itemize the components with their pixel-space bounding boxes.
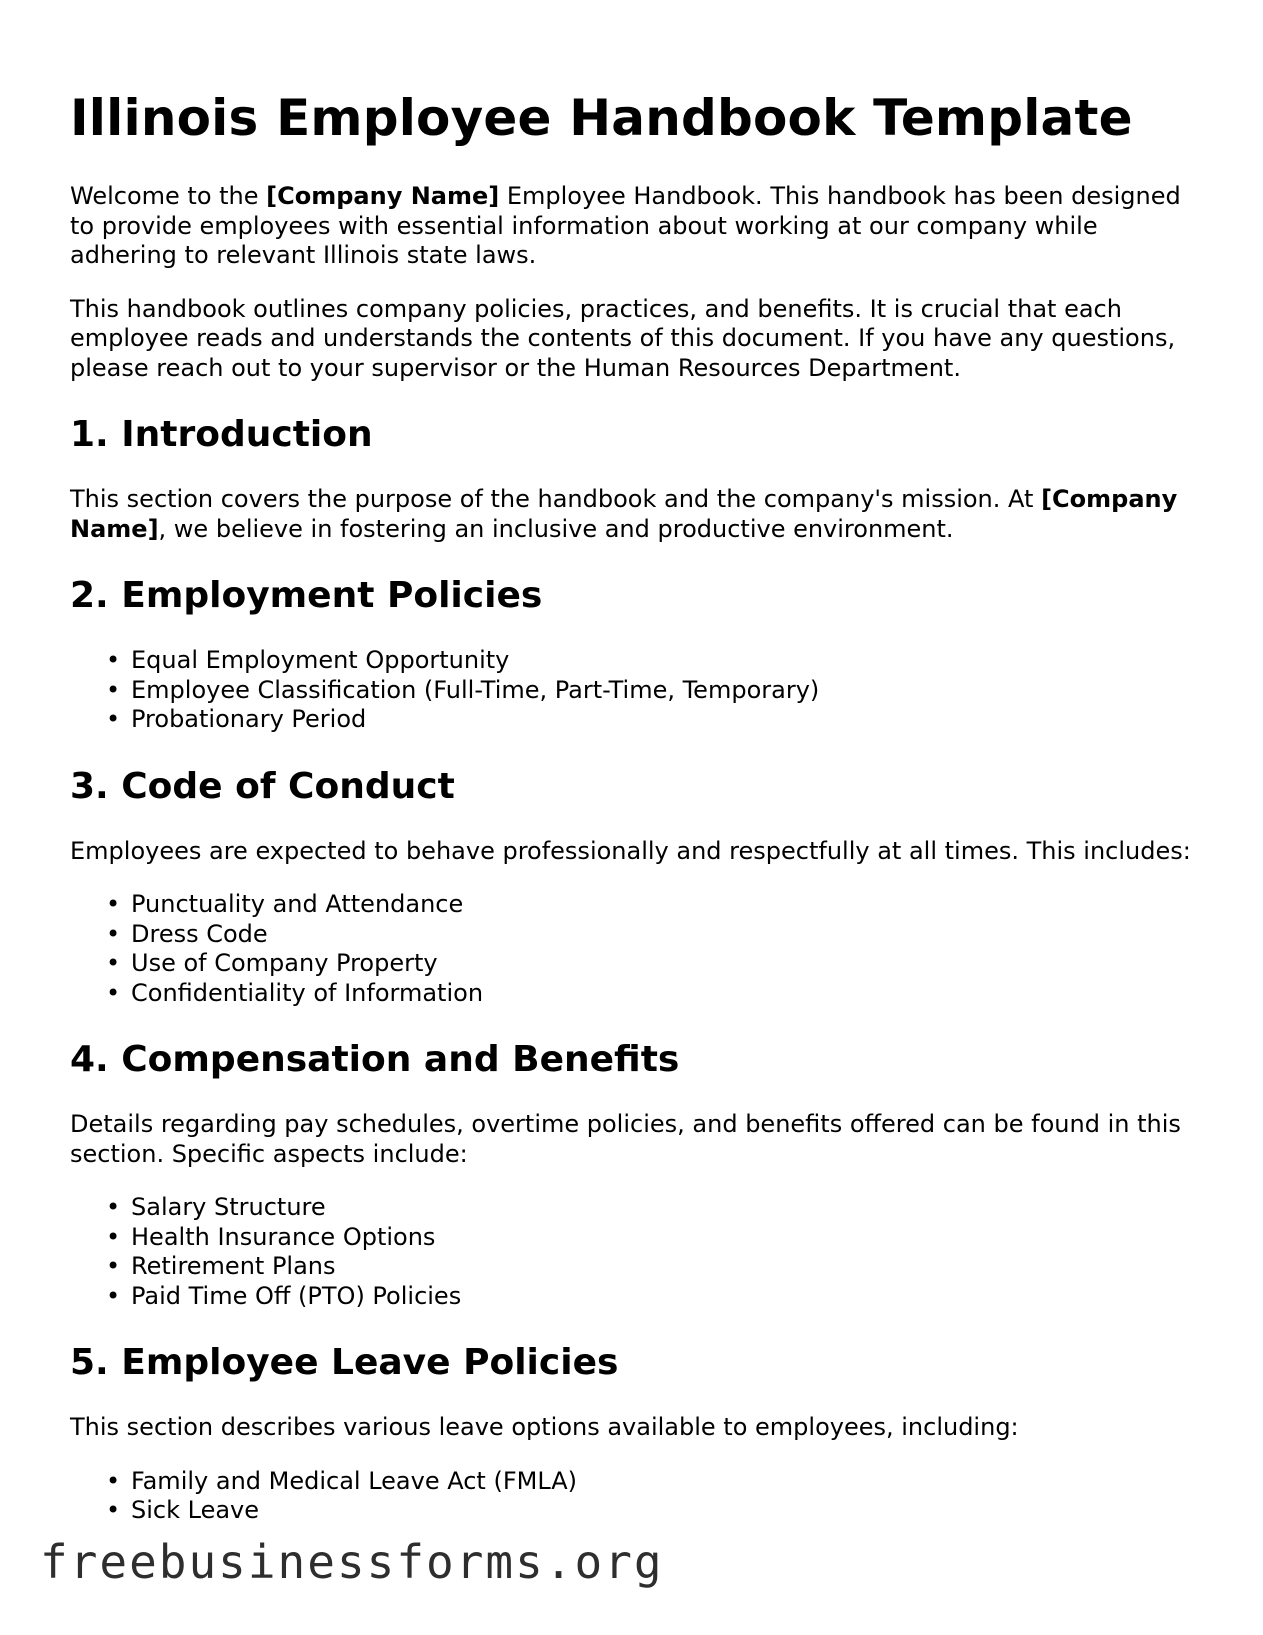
list-item-text: Paid Time Off (PTO) Policies [131,1281,462,1310]
list-item [70,646,1200,676]
document-title: Illinois Employee Handbook Template [70,89,1133,147]
bullet-icon: • [106,949,121,977]
bullet-icon: • [106,890,121,918]
bullet-icon: • [106,705,121,733]
list-item [70,1193,1200,1223]
section-title-compensation-benefits: 4. Compensation and Benefits [70,1039,680,1080]
company-name-placeholder: [Company Name] [266,182,500,210]
compensation-benefits-list [70,1193,1200,1311]
employment-policies-list [70,646,1200,735]
bullet-icon: • [106,978,121,1007]
list-item-text: Probationary Period [131,705,367,733]
list-item-text: Salary Structure [131,1193,326,1221]
list-item [70,890,1200,920]
list-item [70,949,1200,979]
company-name-placeholder: [Company Name] [70,485,1178,543]
list-item-text: Equal Employment Opportunity [131,646,510,674]
bullet-icon: • [106,1222,121,1251]
list-item-text: Retirement Plans [131,1252,336,1280]
section-text: , we believe in fostering an inclusive and productive environment. [158,514,954,543]
bullet-icon: • [106,1281,121,1310]
list-item-text: Sick Leave [131,1496,260,1524]
list-item [70,979,1200,1009]
bullet-icon: • [106,1466,121,1495]
list-item [70,920,1200,950]
section-title-leave-policies: 5. Employee Leave Policies [70,1342,619,1383]
section-text: This section covers the purpose of the handbook and the company's mission. At [70,485,1042,513]
code-of-conduct-list [70,890,1200,1008]
list-item-text: Family and Medical Leave Act (FMLA) [131,1466,578,1495]
bullet-icon: • [106,1496,121,1524]
section-title-employment-policies: 2. Employment Policies [70,575,543,616]
section-text-compensation-benefits: Details regarding pay schedules, overtime policies, and benefits offered can be found in this section. Specific aspects include: [70,1110,1181,1168]
bullet-icon: • [106,1252,121,1280]
list-item-text: Punctuality and Attendance [131,890,464,918]
leave-policies-list [70,1467,1200,1526]
list-item-text: Use of Company Property [131,949,438,977]
section-text-code-of-conduct: Employees are expected to behave professionally and respectfully at all times. This includes: [70,836,1191,865]
bullet-icon: • [106,646,121,674]
section-text-introduction [70,485,1200,544]
list-item [70,1467,1200,1497]
list-item [70,676,1200,706]
list-item-text: Employee Classification (Full-Time, Part-Time, Temporary) [131,675,820,704]
list-item [70,705,1200,735]
intro-text: Employee Handbook. This handbook has been designed to provide employees with essential information about working at our company while adhering to relevant Illinois state laws. [70,182,1181,269]
intro-paragraph-1 [70,182,1200,271]
section-title-code-of-conduct: 3. Code of Conduct [70,765,455,807]
list-item-text: Health Insurance Options [131,1222,436,1251]
intro-paragraph-2: This handbook outlines company policies, practices, and benefits. It is crucial that each employee reads and understands the contents of this document. If you have any questions, please reach out to your supervisor or the Human Resources Department. [70,294,1176,382]
bullet-icon: • [106,919,121,948]
list-item [70,1496,1200,1526]
section-title-introduction: 1. Introduction [70,414,373,455]
list-item-text: Dress Code [131,919,268,948]
list-item [70,1252,1200,1282]
list-item [70,1223,1200,1253]
section-text-leave-policies: This section describes various leave options available to employees, including: [70,1413,1019,1441]
list-item [70,1282,1200,1312]
bullet-icon: • [106,675,121,704]
intro-text: Welcome to the [70,182,267,210]
bullet-icon: • [106,1193,121,1221]
watermark: freebusinessforms.org [40,1535,664,1589]
document-page [70,0,1200,1526]
list-item-text: Confidentiality of Information [131,978,484,1007]
